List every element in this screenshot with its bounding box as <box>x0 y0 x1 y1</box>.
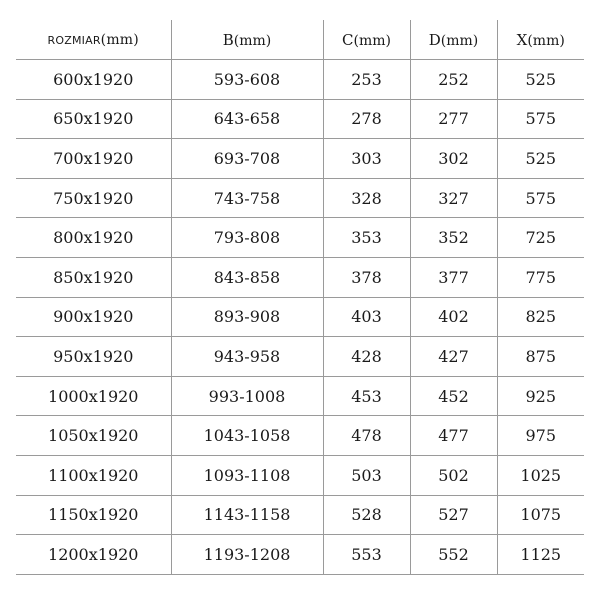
cell-x: 775 <box>497 257 584 297</box>
cell-x: 1025 <box>497 455 584 495</box>
header-b-unit: (mm) <box>233 32 272 49</box>
header-row <box>16 20 584 60</box>
cell-b: 843-858 <box>171 257 323 297</box>
cell-b: 1143-1158 <box>171 495 323 535</box>
table-row <box>16 416 584 456</box>
cell-size: 750x1920 <box>16 178 171 218</box>
cell-c: 378 <box>323 257 410 297</box>
cell-size: 650x1920 <box>16 99 171 139</box>
cell-c: 478 <box>323 416 410 456</box>
cell-x: 1075 <box>497 495 584 535</box>
table-row <box>16 495 584 535</box>
cell-x: 825 <box>497 297 584 337</box>
table-row <box>16 535 584 575</box>
table-row <box>16 178 584 218</box>
cell-b: 643-658 <box>171 99 323 139</box>
table-row <box>16 99 584 139</box>
cell-c: 303 <box>323 139 410 179</box>
cell-d: 477 <box>410 416 497 456</box>
header-c-unit: (mm) <box>353 32 391 49</box>
cell-b: 943-958 <box>171 337 323 377</box>
table-row <box>16 218 584 258</box>
table-row <box>16 257 584 297</box>
header-d-unit: (mm) <box>440 32 479 49</box>
cell-d: 527 <box>410 495 497 535</box>
header-c <box>323 20 410 60</box>
cell-size: 1050x1920 <box>16 416 171 456</box>
cell-size: 800x1920 <box>16 218 171 258</box>
cell-x: 525 <box>497 139 584 179</box>
header-d-label: D <box>428 30 441 49</box>
cell-x: 875 <box>497 337 584 377</box>
table-row <box>16 376 584 416</box>
header-x-unit: (mm) <box>527 32 565 49</box>
table-row <box>16 139 584 179</box>
cell-size: 600x1920 <box>16 60 171 100</box>
cell-b: 693-708 <box>171 139 323 179</box>
cell-d: 427 <box>410 337 497 377</box>
header-c-label: C <box>342 30 354 49</box>
cell-c: 528 <box>323 495 410 535</box>
cell-size: 1150x1920 <box>16 495 171 535</box>
cell-x: 1125 <box>497 535 584 575</box>
cell-d: 277 <box>410 99 497 139</box>
cell-d: 352 <box>410 218 497 258</box>
cell-x: 975 <box>497 416 584 456</box>
cell-d: 552 <box>410 535 497 575</box>
header-size <box>16 20 171 60</box>
dimensions-table <box>16 20 584 575</box>
cell-b: 1043-1058 <box>171 416 323 456</box>
cell-c: 403 <box>323 297 410 337</box>
cell-b: 993-1008 <box>171 376 323 416</box>
cell-d: 252 <box>410 60 497 100</box>
table-row <box>16 337 584 377</box>
header-x-label: X <box>516 30 528 49</box>
cell-b: 743-758 <box>171 178 323 218</box>
header-size-label: ROZMIAR <box>47 33 101 47</box>
table-row <box>16 455 584 495</box>
header-d <box>410 20 497 60</box>
header-size-unit: (mm) <box>100 31 139 48</box>
table-row <box>16 297 584 337</box>
cell-x: 725 <box>497 218 584 258</box>
cell-size: 1000x1920 <box>16 376 171 416</box>
cell-c: 328 <box>323 178 410 218</box>
cell-size: 1200x1920 <box>16 535 171 575</box>
cell-c: 253 <box>323 60 410 100</box>
cell-b: 893-908 <box>171 297 323 337</box>
cell-b: 793-808 <box>171 218 323 258</box>
cell-d: 327 <box>410 178 497 218</box>
cell-size: 1100x1920 <box>16 455 171 495</box>
cell-size: 700x1920 <box>16 139 171 179</box>
cell-c: 353 <box>323 218 410 258</box>
cell-c: 453 <box>323 376 410 416</box>
header-b-label: B <box>222 30 234 49</box>
cell-c: 503 <box>323 455 410 495</box>
cell-x: 525 <box>497 60 584 100</box>
cell-b: 1193-1208 <box>171 535 323 575</box>
cell-d: 502 <box>410 455 497 495</box>
cell-size: 850x1920 <box>16 257 171 297</box>
cell-c: 553 <box>323 535 410 575</box>
cell-x: 925 <box>497 376 584 416</box>
cell-x: 575 <box>497 99 584 139</box>
header-x <box>497 20 584 60</box>
cell-b: 593-608 <box>171 60 323 100</box>
header-b <box>171 20 323 60</box>
cell-c: 278 <box>323 99 410 139</box>
cell-x: 575 <box>497 178 584 218</box>
table-row <box>16 60 584 100</box>
cell-b: 1093-1108 <box>171 455 323 495</box>
cell-size: 950x1920 <box>16 337 171 377</box>
cell-c: 428 <box>323 337 410 377</box>
cell-d: 302 <box>410 139 497 179</box>
cell-d: 402 <box>410 297 497 337</box>
cell-size: 900x1920 <box>16 297 171 337</box>
cell-d: 452 <box>410 376 497 416</box>
cell-d: 377 <box>410 257 497 297</box>
